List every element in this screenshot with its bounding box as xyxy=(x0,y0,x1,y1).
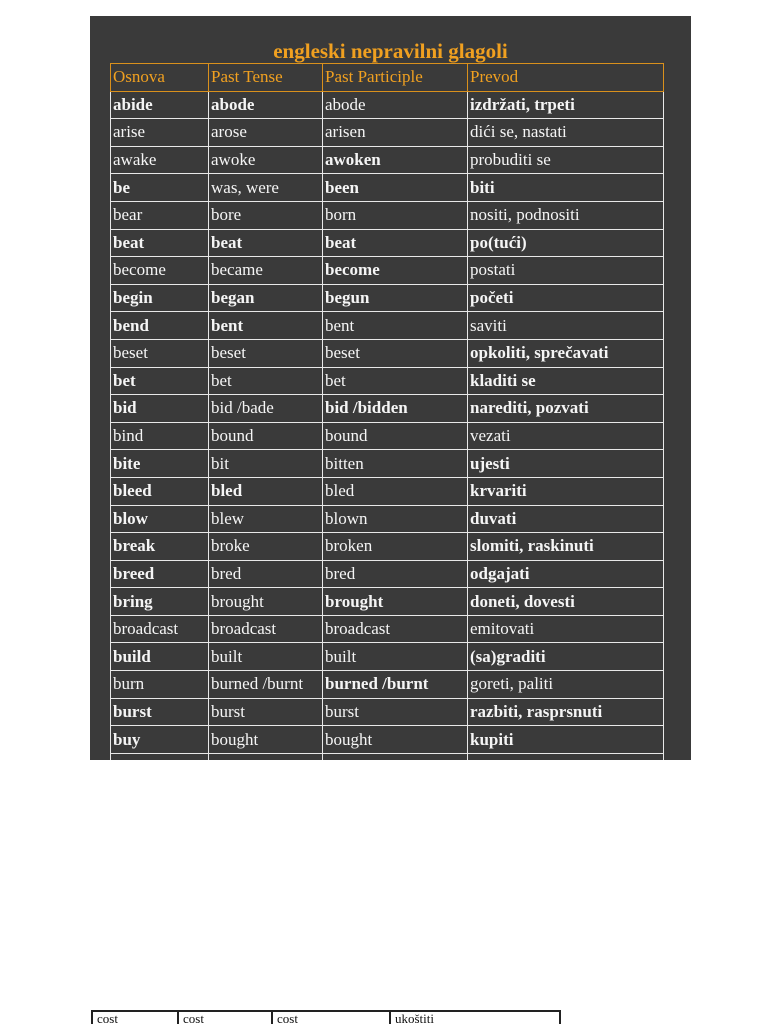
table-cell: breed xyxy=(111,560,209,588)
table-cell: kupiti xyxy=(468,726,664,754)
table-cell: beat xyxy=(209,229,323,257)
table-cell: cost xyxy=(272,1011,390,1024)
table-cell: awoken xyxy=(323,146,468,174)
table-row xyxy=(111,505,664,533)
table-cell: built xyxy=(323,643,468,671)
table-cell: beset xyxy=(323,339,468,367)
table-cell: begin xyxy=(111,284,209,312)
table-cell: po(tući) xyxy=(468,229,664,257)
table-row xyxy=(111,339,664,367)
table-row xyxy=(111,698,664,726)
table-row xyxy=(111,229,664,257)
table-cell: arose xyxy=(209,119,323,147)
verbs-panel xyxy=(90,16,691,760)
table-cell: početi xyxy=(468,284,664,312)
table-cell: bleed xyxy=(111,477,209,505)
table-row xyxy=(111,643,664,671)
table-row xyxy=(111,367,664,395)
table-cell: bent xyxy=(323,312,468,340)
table-cell: born xyxy=(323,201,468,229)
table-row xyxy=(111,422,664,450)
table-cell: bet xyxy=(111,367,209,395)
table-row xyxy=(111,146,664,174)
table-row xyxy=(111,395,664,423)
table-cell: broken xyxy=(323,533,468,561)
table-cell: was, were xyxy=(209,174,323,202)
table-cell: razbiti, rasprsnuti xyxy=(468,698,664,726)
table-cell: kladiti se xyxy=(468,367,664,395)
table-cell xyxy=(468,753,664,760)
second-page-table xyxy=(91,1010,561,1024)
table-cell: (sa)graditi xyxy=(468,643,664,671)
table-row xyxy=(111,119,664,147)
table-cell: built xyxy=(209,643,323,671)
table-cell: ukoštiti xyxy=(390,1011,560,1024)
table-cell: bet xyxy=(209,367,323,395)
table-cell: bend xyxy=(111,312,209,340)
table-cell: slomiti, raskinuti xyxy=(468,533,664,561)
table-cell: ujesti xyxy=(468,450,664,478)
table-row xyxy=(111,588,664,616)
table-cell: burn xyxy=(111,671,209,699)
table-cell: krvariti xyxy=(468,477,664,505)
table-cell: awake xyxy=(111,146,209,174)
table-cell: build xyxy=(111,643,209,671)
table-cell: goreti, paliti xyxy=(468,671,664,699)
table-row xyxy=(111,671,664,699)
table-cell: bent xyxy=(209,312,323,340)
table-cell: bought xyxy=(323,726,468,754)
table-cell: bid xyxy=(111,395,209,423)
table-cell: postati xyxy=(468,257,664,285)
table-row xyxy=(111,257,664,285)
table-cell: odgajati xyxy=(468,560,664,588)
table-cell: vezati xyxy=(468,422,664,450)
verbs-table-body xyxy=(111,91,664,760)
table-row xyxy=(111,726,664,754)
table-cell: beat xyxy=(111,229,209,257)
table-cell: became xyxy=(209,257,323,285)
table-cell: burst xyxy=(111,698,209,726)
verbs-table xyxy=(110,63,664,760)
table-cell: bled xyxy=(323,477,468,505)
table-cell: burst xyxy=(323,698,468,726)
table-cell: bid /bade xyxy=(209,395,323,423)
table-cell: bound xyxy=(323,422,468,450)
table-cell: arise xyxy=(111,119,209,147)
table-cell: bet xyxy=(323,367,468,395)
table-cell: abode xyxy=(323,91,468,119)
table-cell: bred xyxy=(323,560,468,588)
table-cell: bled xyxy=(209,477,323,505)
table-row xyxy=(111,284,664,312)
table-cell: bear xyxy=(111,201,209,229)
table-cell: abode xyxy=(209,91,323,119)
table-row xyxy=(111,477,664,505)
table-cell: broadcast xyxy=(209,615,323,643)
table-row xyxy=(111,174,664,202)
table-cell: be xyxy=(111,174,209,202)
table-row xyxy=(111,753,664,760)
table-cell: bite xyxy=(111,450,209,478)
table-cell: bought xyxy=(209,726,323,754)
table-cell: bring xyxy=(111,588,209,616)
table-cell: nositi, podnositi xyxy=(468,201,664,229)
table-cell: break xyxy=(111,533,209,561)
table-cell: beat xyxy=(323,229,468,257)
table-cell: cost xyxy=(92,1011,178,1024)
table-cell: blown xyxy=(323,505,468,533)
table-cell: buy xyxy=(111,726,209,754)
table-cell: bind xyxy=(111,422,209,450)
table-cell: become xyxy=(323,257,468,285)
table-cell: doneti, dovesti xyxy=(468,588,664,616)
table-cell: bred xyxy=(209,560,323,588)
table-cell: been xyxy=(323,174,468,202)
table-cell: bitten xyxy=(323,450,468,478)
table-cell xyxy=(111,753,209,760)
table-row xyxy=(111,615,664,643)
table-cell: bit xyxy=(209,450,323,478)
table-cell: probuditi se xyxy=(468,146,664,174)
table-cell: bound xyxy=(209,422,323,450)
table-cell: izdržati, trpeti xyxy=(468,91,664,119)
table-cell: arisen xyxy=(323,119,468,147)
table-row xyxy=(111,450,664,478)
table-cell: emitovati xyxy=(468,615,664,643)
header-past-participle: Past Participle xyxy=(323,64,468,92)
table-row xyxy=(92,1011,560,1024)
table-row xyxy=(111,201,664,229)
table-cell: bore xyxy=(209,201,323,229)
table-cell: duvati xyxy=(468,505,664,533)
header-past-tense: Past Tense xyxy=(209,64,323,92)
table-cell: blow xyxy=(111,505,209,533)
table-cell: blew xyxy=(209,505,323,533)
table-cell: broadcast xyxy=(323,615,468,643)
table-cell: become xyxy=(111,257,209,285)
table-cell: burst xyxy=(209,698,323,726)
table-cell: brought xyxy=(323,588,468,616)
table-cell: broadcast xyxy=(111,615,209,643)
table-row xyxy=(111,533,664,561)
header-prevod: Prevod xyxy=(468,64,664,92)
table-cell: opkoliti, sprečavati xyxy=(468,339,664,367)
panel-title: engleski nepravilni glagoli xyxy=(273,39,508,63)
table-cell: awoke xyxy=(209,146,323,174)
table-cell: burned /burnt xyxy=(209,671,323,699)
table-cell: narediti, pozvati xyxy=(468,395,664,423)
table-row xyxy=(111,91,664,119)
table-cell xyxy=(209,753,323,760)
table-header-row xyxy=(111,64,664,92)
table-cell: begun xyxy=(323,284,468,312)
table-cell: burned /burnt xyxy=(323,671,468,699)
table-cell: beset xyxy=(111,339,209,367)
table-cell: dići se, nastati xyxy=(468,119,664,147)
table-cell xyxy=(323,753,468,760)
table-row xyxy=(111,312,664,340)
header-osnova: Osnova xyxy=(111,64,209,92)
table-cell: broke xyxy=(209,533,323,561)
table-cell: abide xyxy=(111,91,209,119)
table-row xyxy=(111,560,664,588)
table-cell: beset xyxy=(209,339,323,367)
table-cell: biti xyxy=(468,174,664,202)
table-cell: brought xyxy=(209,588,323,616)
table-cell: saviti xyxy=(468,312,664,340)
table-cell: bid /bidden xyxy=(323,395,468,423)
table-cell: began xyxy=(209,284,323,312)
table-cell: cost xyxy=(178,1011,272,1024)
